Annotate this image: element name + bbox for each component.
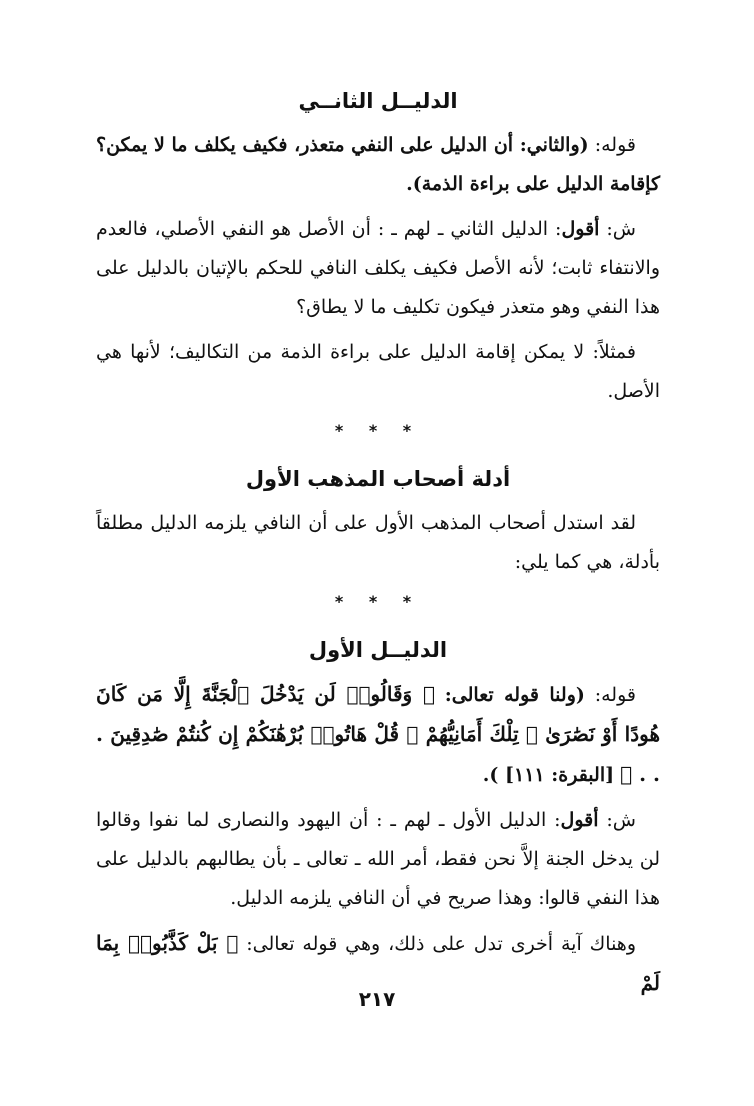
quote-intro: قوله: bbox=[588, 134, 636, 156]
section-divider-1: * * * bbox=[334, 421, 422, 440]
section-heading-second-evidence: الدليــل الثانــي bbox=[298, 89, 458, 113]
intro-evidences-text: لقد استدل أصحاب المذهب الأول على أن النافي يلزمه الدليل مطلقاً بأدلة، هي كما يلي: bbox=[96, 512, 660, 573]
explanation-prefix: ش: bbox=[599, 218, 637, 240]
section-heading-first-evidence: الدليــل الأول bbox=[308, 638, 448, 662]
quran-verse: ﴿ وَقَالُوا۟ لَن يَدْخُلَ ٱلْجَنَّةَ إِلَّا مَن كَانَ هُودًا أَوْ نَصَٰرَىٰ ۗ تِلْكَ أَمَانِيُّهُمْ ۗ قُلْ هَاتُوا۟ بُرْهَٰنَكُمْ إِن كُنتُمْ صَٰدِقِينَ . . . ﴾ bbox=[96, 682, 660, 786]
paragraph-example bbox=[96, 333, 660, 411]
quote-text: (والثاني: أن الدليل على النفي متعذر، فكيف يكلف ما لا يمكن؟ كإقامة الدليل على براءة الذمة). bbox=[96, 134, 660, 195]
page-content bbox=[96, 86, 660, 1010]
explanation-prefix: ش: bbox=[598, 809, 636, 831]
explanation-text: : الدليل الأول ـ لهم ـ : أن اليهود والنصارى لما نفوا وقالوا لن يدخل الجنة إلاَّ نحن فقط، أمر الله ـ تعالى ـ بأن يطالبهم بالدليل على هذا النفي قالوا: وهذا صريح في أن النافي يلزمه الدليل. bbox=[96, 809, 660, 909]
paragraph-explanation-second bbox=[96, 210, 660, 327]
explanation-text: : الدليل الثاني ـ لهم ـ : أن الأصل هو النفي الأصلي، فالعدم والانتفاء ثابت؛ لأنه الأصل فكيف يكلف النافي للحكم بالإتيان بالدليل على هذا النفي وهو متعذر فيكون تكليف ما لا يطاق؟ bbox=[96, 218, 660, 318]
section-heading-first-school-evidences: أدلة أصحاب المذهب الأول bbox=[245, 467, 511, 491]
quote-text: (ولنا قوله تعالى: bbox=[444, 684, 585, 706]
explanation-keyword: أقول bbox=[560, 809, 599, 831]
quote-intro: قوله: bbox=[584, 684, 636, 706]
section-divider-2: * * * bbox=[334, 592, 422, 611]
explanation-keyword: أقول bbox=[561, 218, 600, 240]
page-number: ٢١٧ bbox=[358, 987, 396, 1011]
paragraph-quote-second bbox=[96, 126, 660, 204]
paragraph-explanation-first bbox=[96, 801, 660, 918]
quran-verse-partial: ﴿ بَلْ كَذَّبُوا۟ بِمَا لَمْ bbox=[96, 931, 660, 995]
verse-reference: [البقرة: ١١١] ). bbox=[482, 764, 615, 786]
paragraph-intro-evidences bbox=[96, 504, 660, 582]
another-verse-text: وهناك آية أخرى تدل على ذلك، وهي قوله تعالى: bbox=[246, 933, 637, 955]
example-text: فمثلاً: لا يمكن إقامة الدليل على براءة الذمة من التكاليف؛ لأنها هي الأصل. bbox=[96, 341, 660, 402]
paragraph-quote-first bbox=[96, 675, 660, 795]
